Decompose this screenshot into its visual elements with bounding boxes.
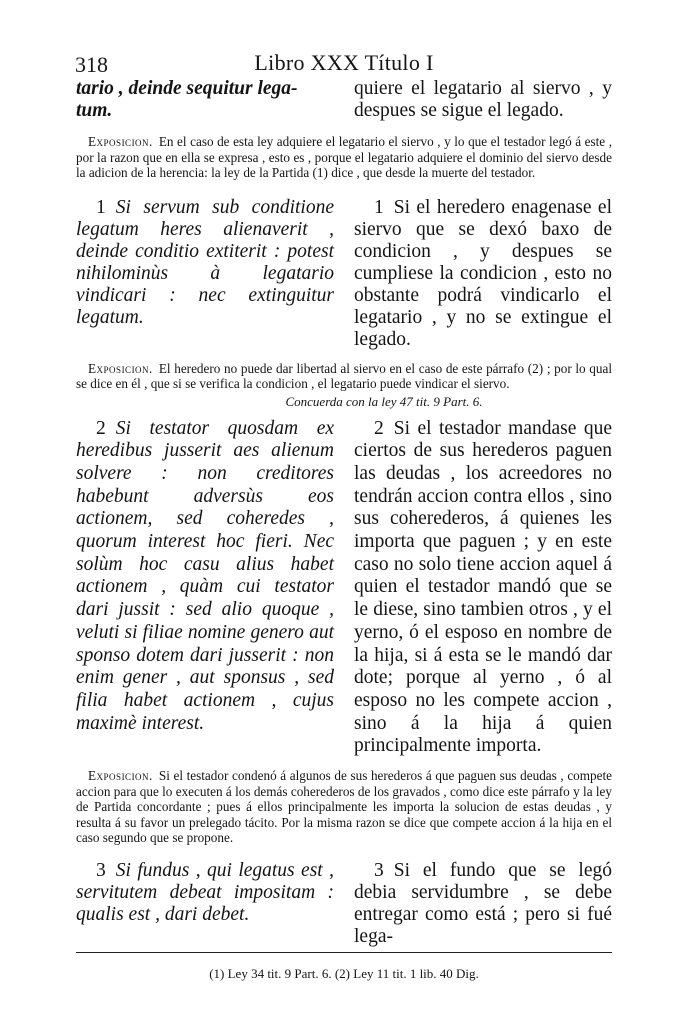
section-number: 1 bbox=[374, 196, 384, 218]
book-page bbox=[76, 44, 612, 948]
exposicion-text: Si el testador condenó á algunos de sus herederos á que paguen sus deudas , compete accion para que lo executen á los demás coherederos de los gravados , como dice este párrafo y la ley de Partida concordante ; pues á ellos principalmente les importa la solucion de estas deudas , y resulta á su favor un prelegado tácito. Por la misma razon se dice que compete accion á la hija en el caso segundo que se propone. bbox=[76, 768, 612, 846]
exposicion-paragraph bbox=[76, 361, 612, 392]
exposicion-paragraph bbox=[76, 134, 612, 181]
intro-pair bbox=[76, 78, 612, 122]
exposicion-text: El heredero no puede dar libertad al siervo en el caso de este párrafo (2) ; por lo qual se dice en él , que si se verifica la condicion , el legatario puede vindicar el siervo. bbox=[76, 360, 612, 391]
exposicion-text: En el caso de esta ley adquiere el legatario el siervo , y lo que el testador legó á este , por la razon que en ella se expresa , esto es , porque el legatario adquiere el dominio del siervo desde la adicion de la herencia: la ley de la Partida (1) dice , que desde la muerte del testador. bbox=[76, 134, 612, 180]
footnote-rule bbox=[76, 952, 612, 953]
latin-text: 1 Si servum sub conditione legatum heres alienaverit , deinde conditio extiterit : potest nihilominùs à legatario vindicari : nec extinguitur legatum. bbox=[76, 196, 334, 328]
section-2-pair bbox=[76, 418, 612, 759]
page-header bbox=[76, 44, 612, 78]
section-number: 1 bbox=[96, 196, 106, 218]
section-3-pair bbox=[76, 860, 612, 948]
exposicion-label: Exposicion. bbox=[88, 768, 153, 784]
exposicion-paragraph bbox=[76, 768, 612, 846]
latin-text: tario , deinde sequitur lega- tum. bbox=[76, 78, 298, 121]
section-1-pair bbox=[76, 197, 612, 351]
latin-text: 2 Si testator quosdam ex heredibus jusserit aes alienum solvere : non creditores habebunt adversùs eos actionem, sed coheredes , quorum interest hoc fieri. Nec solùm hoc casu alius habet actionem , quàm cui testator dari jussit : sed alio quoque , veluti si filiae nomine genero aut sponso dotem dari jusserit : non enim gener , aut sponsus , sed filia habet actionem , cujus maximè interest. bbox=[76, 417, 334, 734]
page-number: 318 bbox=[75, 52, 108, 77]
spanish-text: 2 Si el testador mandase que ciertos de sus herederos paguen las deudas , los acreedores no tendrán accion contra ellos , sino sus coherederos, á quienes les importa que paguen ; y en este caso no solo tiene accion aquel á quien el testador mandó que se le diese, sino tambien otros , y el yerno, ó el esposo en nombre de la hija, si á esta se le mandó dar dote; porque al yerno , ó al esposo no les compete accion , sino á la hija á quien principalmente importa. bbox=[354, 417, 612, 757]
section-number: 2 bbox=[374, 417, 384, 439]
section-number: 3 bbox=[96, 859, 106, 881]
exposicion-label: Exposicion. bbox=[88, 360, 153, 376]
section-number: 2 bbox=[96, 417, 106, 439]
latin-text: 3 Si fundus , qui legatus est , servitutem debeat impositam : qualis est , dari debet. bbox=[76, 859, 334, 925]
exposicion-label: Exposicion. bbox=[88, 134, 153, 149]
spanish-text: 1 Si el heredero enagenase el siervo que se dexó baxo de condicion , y despues se cumpliese la condicion , esto no obstante podrá vindicarlo el legatario , y no se extingue el legado. bbox=[354, 196, 612, 350]
concordance-note: Concuerda con la ley 47 tit. 9 Part. 6. bbox=[285, 393, 483, 409]
running-head: Libro XXX Título I bbox=[254, 50, 434, 75]
spanish-text: 3 Si el fundo que se legó debia servidumbre , se debe entregar como está ; pero si fué lega- bbox=[354, 859, 612, 947]
footnotes: (1) Ley 34 tit. 9 Part. 6. (2) Ley 11 tit. 1 lib. 40 Dig. bbox=[209, 966, 479, 981]
spanish-text: quiere el legatario al siervo , y despues se sigue el legado. bbox=[354, 78, 612, 121]
section-number: 3 bbox=[374, 859, 384, 881]
